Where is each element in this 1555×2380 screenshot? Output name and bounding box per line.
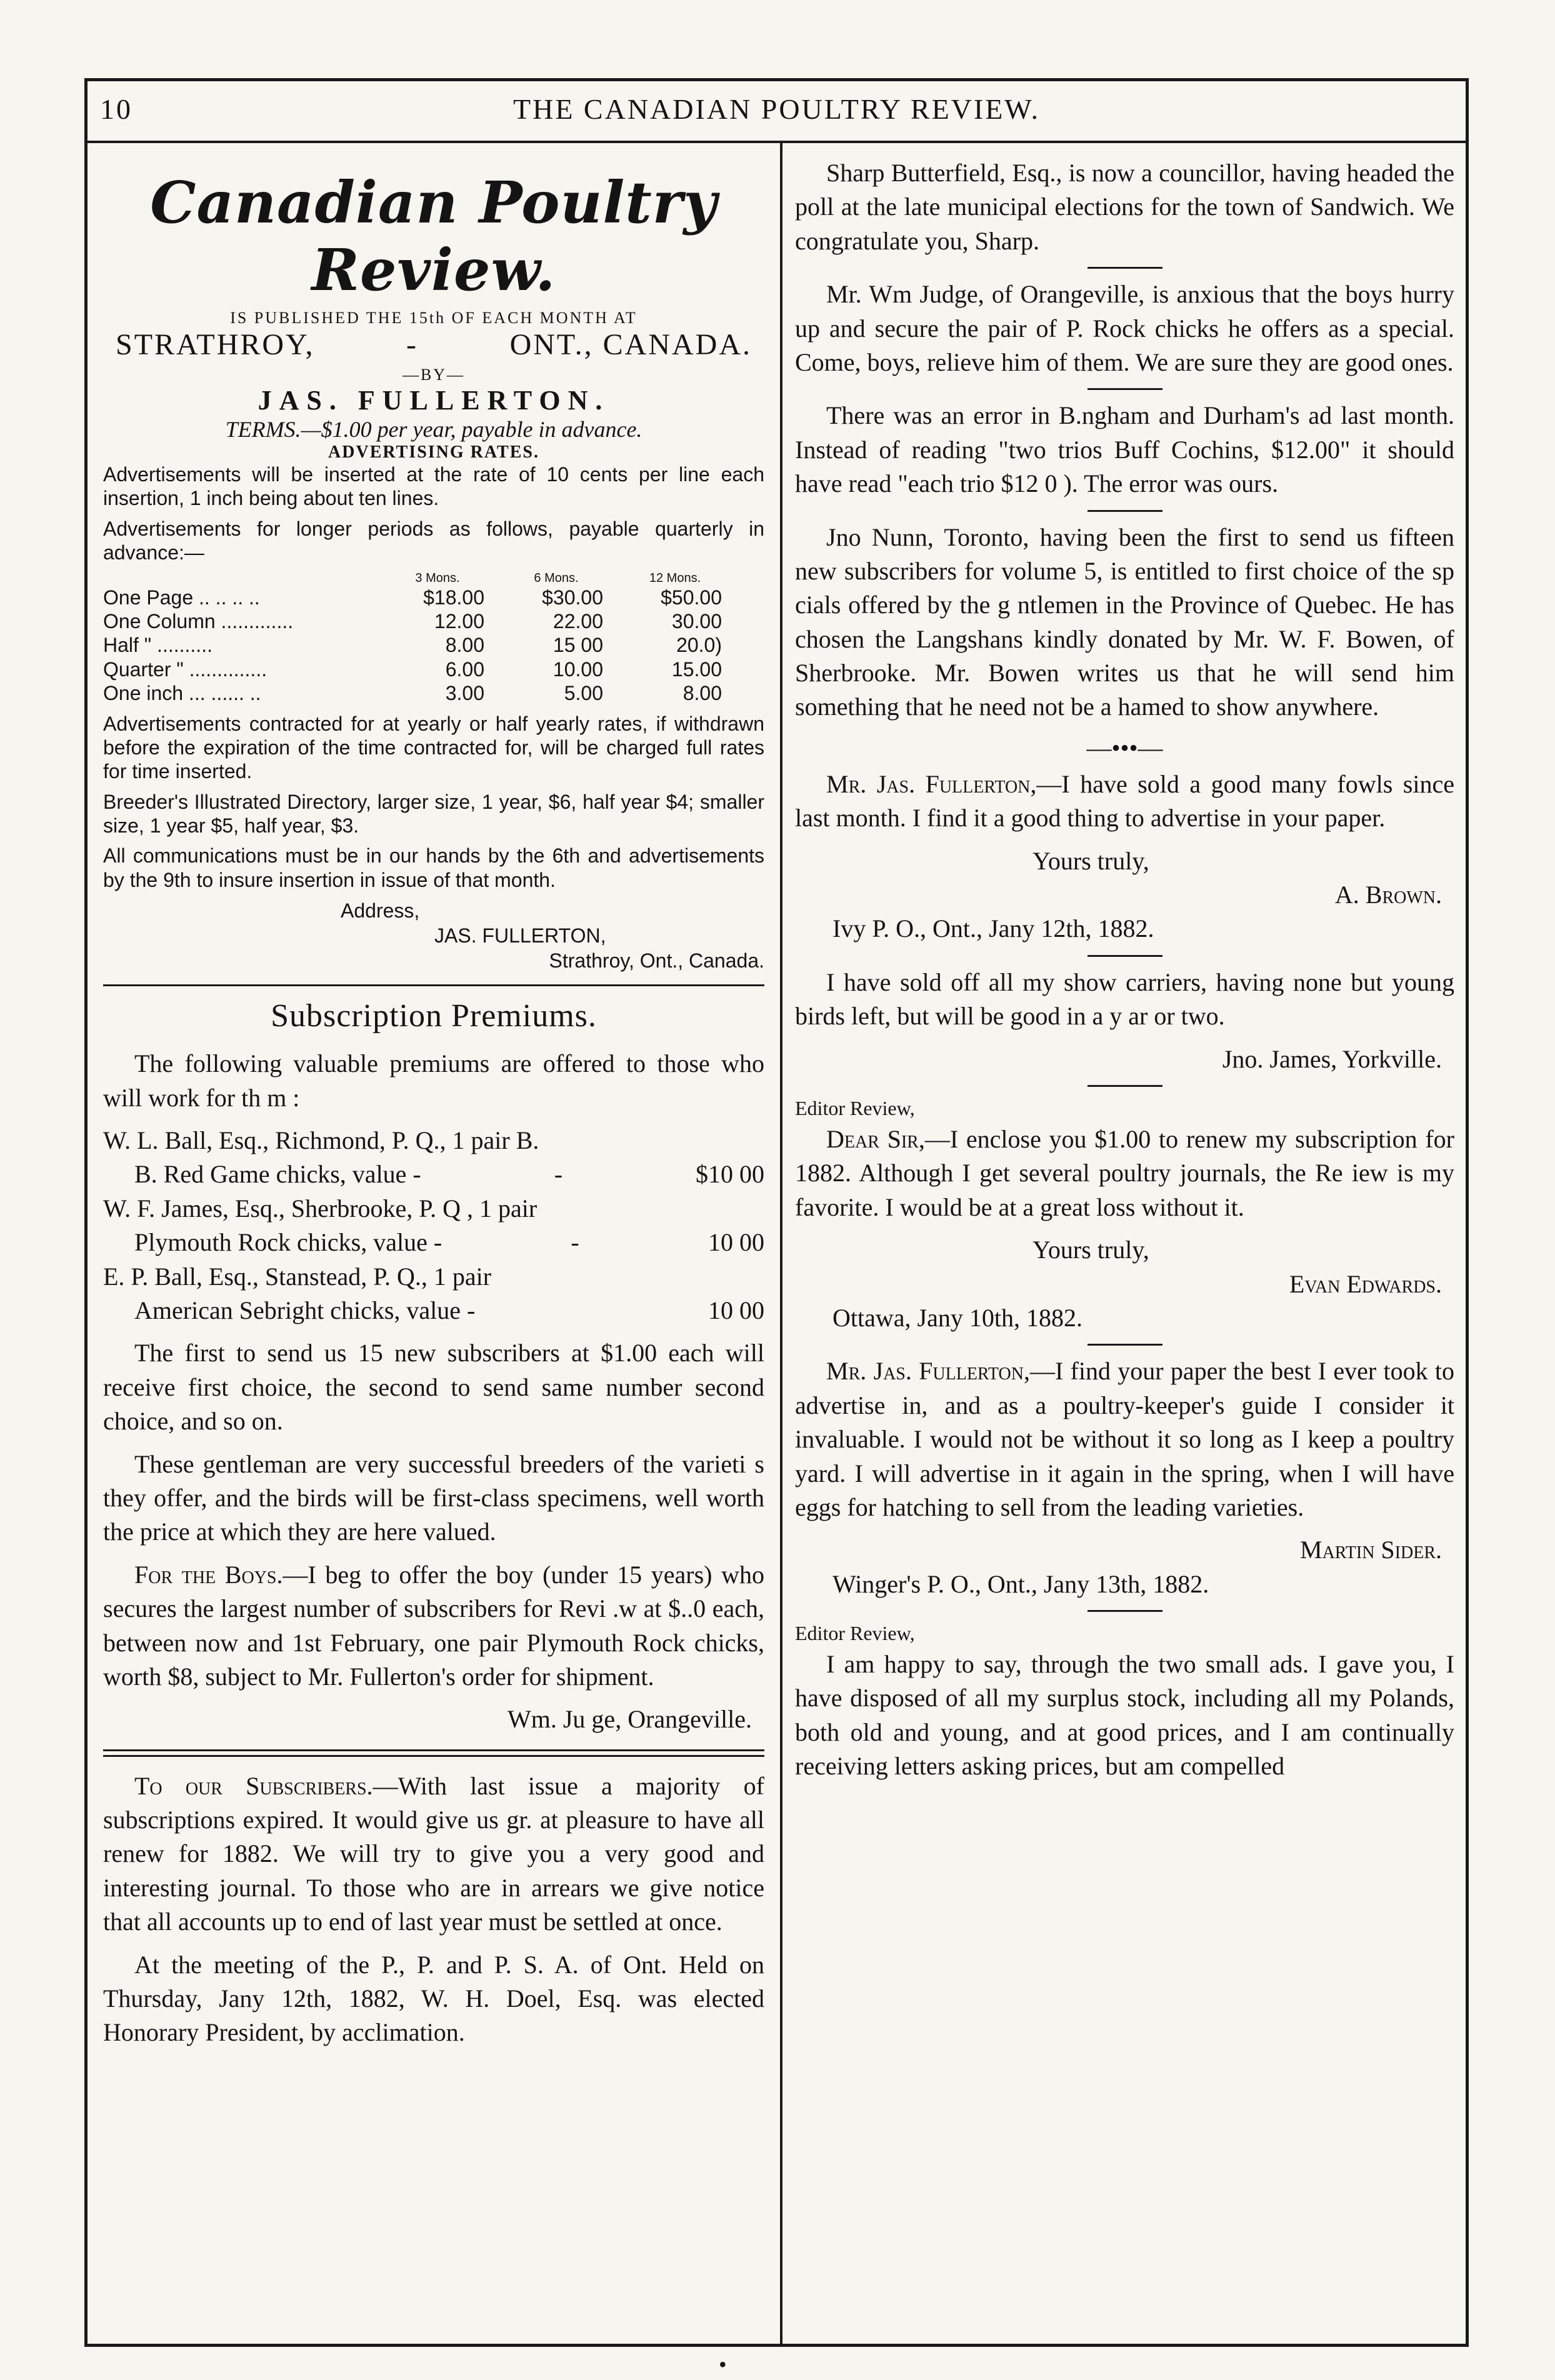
place-dash: - <box>406 328 419 361</box>
letter-salutation: Mr. Jas. Fullerton, <box>826 1357 1030 1386</box>
letter-paragraph: I am happy to say, through the two small ads. I gave you, I have disposed of all my surplus stock, including all my Polands, both old and young, and at good prices, and I am continually receiving letters asking prices, but am compelled <box>795 1650 1454 1781</box>
advertising-paragraph: Advertisements will be inserted at the rate of 10 cents per line each insertion, 1 inch being about ten lines. <box>103 463 764 510</box>
rate-value: $30.00 <box>542 586 603 609</box>
right-column <box>795 156 1454 1792</box>
table-row <box>103 681 734 705</box>
rate-label: One inch ... ...... .. <box>103 682 261 705</box>
left-column <box>103 156 764 2059</box>
header-rule <box>88 141 1466 143</box>
subscribers-lead: To our Subscribers. <box>134 1771 373 1800</box>
rates-header: 12 Mons. <box>649 571 701 585</box>
rate-label: One Page .. .. .. .. <box>103 586 260 609</box>
letter-close: Yours truly, <box>1032 1236 1149 1264</box>
rate-value: 22.00 <box>552 609 603 632</box>
premium-value: 10 00 <box>708 1296 764 1324</box>
premium-line: Plymouth Rock chicks, value - <box>134 1228 442 1257</box>
place-province: ONT., CANADA. <box>509 328 752 361</box>
rate-value: $50.00 <box>661 586 722 609</box>
news-paragraph: Mr. Wm Judge, of Orangeville, is anxious that the boys hurry up and secure the pair of P. Rock chicks he offers as a special. Come, boys, relieve him of them. We are sure they are good ones. <box>795 280 1454 376</box>
section-divider <box>103 984 764 986</box>
editor-review-label: Editor Review, <box>795 1096 915 1119</box>
ornament-divider: —•••— <box>1086 733 1163 762</box>
rates-table <box>103 571 734 706</box>
news-paragraph: There was an error in B.ngham and Durham's ad last month. Instead of reading "two trios Buff Cochins, $12.00" it should have read "each trio $12 0 ). The error was ours. <box>795 401 1454 498</box>
rate-value: 20.0) <box>676 634 722 657</box>
advertising-rates-heading: ADVERTISING RATES. <box>328 442 539 462</box>
premium-item <box>103 1260 764 1328</box>
letter-text: —I enclose you $1.00 to renew my subscription for 1882. Although I get several poultry journals, the Re iew is my favorite. I would be at a great loss without it. <box>795 1124 1454 1221</box>
short-rule <box>1088 388 1162 390</box>
table-row <box>103 586 734 609</box>
letter-salutation: Mr. Jas. Fullerton, <box>826 769 1037 798</box>
boys-signature: Wm. Ju ge, Orangeville. <box>508 1705 752 1734</box>
rate-label: One Column ............. <box>103 609 294 632</box>
address-block <box>103 898 764 973</box>
letter-signature: Evan Edwards. <box>1289 1269 1442 1298</box>
rate-value: 8.00 <box>445 634 484 657</box>
letter-dateline: Ottawa, Jany 10th, 1882. <box>832 1303 1082 1332</box>
premium-item <box>103 1124 764 1192</box>
rate-label: Quarter " .............. <box>103 658 268 681</box>
rate-value: 6.00 <box>445 658 484 681</box>
short-rule <box>1088 510 1162 512</box>
premiums-intro: The following valuable premiums are offered to those who will work for th m : <box>103 1049 764 1112</box>
publisher-name: JAS. FULLERTON. <box>258 385 610 416</box>
address-name: JAS. FULLERTON, <box>434 924 606 948</box>
publication-notice: IS PUBLISHED THE 15th OF EACH MONTH AT <box>230 309 638 327</box>
short-rule <box>1088 1610 1162 1612</box>
table-row <box>103 609 734 633</box>
rate-value: 12.00 <box>434 609 484 632</box>
letter-salutation: Dear Sir, <box>826 1124 925 1153</box>
short-rule <box>1088 955 1162 957</box>
short-rule <box>1088 1344 1162 1346</box>
letter-text: —I find your paper the best I ever took to advertise in, and as a poultry-keeper's guide I consider it invaluable. I would not be without it so long as I keep a poultry yard. I will advertise in it again in the spring, when I will have eggs for hatching to sell from the leading varieties. <box>795 1357 1455 1521</box>
rate-label: Half " .......... <box>103 634 212 657</box>
premium-line: E. P. Ball, Esq., Stanstead, P. Q., 1 pair <box>103 1262 492 1291</box>
table-row <box>103 633 734 657</box>
boys-paragraph <box>103 1558 764 1694</box>
running-head <box>88 92 1466 136</box>
news-paragraph: Jno Nunn, Toronto, having been the first to send us fifteen new subscribers for volume 5, is entitled to first choice of the sp cials offered by the g ntlemen in the Province of Quebec. He has chosen the Langshans kindly donated by Mr. W. F. Bowen, of Sherbrooke. Mr. Bowen writes us that he will send him something that he need not be a hamed to show anywhere. <box>795 522 1454 721</box>
double-rule <box>103 1749 764 1757</box>
boys-lead: For the Boys. <box>134 1560 283 1589</box>
premium-value: $10 00 <box>695 1160 764 1189</box>
letter-dateline: Ivy P. O., Ont., Jany 12th, 1882. <box>832 914 1154 943</box>
masthead: Canadian Poultry Review. <box>150 169 718 304</box>
premiums-paragraph: The first to send us 15 new subscribers at $1.00 each will receive first choice, the second to send same number second choice, and so on. <box>103 1339 764 1436</box>
rate-value: 30.00 <box>671 609 722 632</box>
advertising-paragraph: Breeder's Illustrated Directory, larger size, 1 year, $6, half year $4; smaller size, 1 year $5, half year, $3. <box>103 790 764 838</box>
premium-item <box>103 1192 764 1260</box>
premium-line: W. L. Ball, Esq., Richmond, P. Q., 1 pair B. <box>103 1126 539 1155</box>
premium-line: American Sebright chicks, value - <box>134 1296 476 1324</box>
advertising-paragraph: Advertisements for longer periods as follows, payable quarterly in advance:— <box>103 517 764 564</box>
page-title: THE CANADIAN POULTRY REVIEW. <box>513 93 1040 125</box>
news-paragraph: Sharp Butterfield, Esq., is now a councillor, having headed the poll at the late municipal elections for the town of Sandwich. We congratulate you, Sharp. <box>795 159 1454 255</box>
address-label: Address, <box>341 899 420 922</box>
letter-close: Yours truly, <box>1032 846 1149 875</box>
letter-text: —I have sold a good many fowls since last month. I find it a good thing to advertise in your paper. <box>795 769 1454 832</box>
rates-header: 3 Mons. <box>415 571 460 585</box>
column-divider <box>780 143 782 2344</box>
subscribers-paragraph <box>103 1769 764 1939</box>
by-line: —BY— <box>402 366 466 384</box>
letter-paragraph: I have sold off all my show carriers, having none but young birds left, but will be good in a y ar or two. <box>795 968 1454 1031</box>
short-rule <box>1088 1085 1162 1087</box>
boys-text: —I beg to offer the boy (under 15 years) who secures the largest number of subscribers for Revi .w at $..0 each, between now and 1st February, one pair Plymouth Rock chicks, worth $8, subject to Mr. Fullerton's order for shipment. <box>103 1560 764 1691</box>
letter-paragraph <box>795 1354 1454 1524</box>
footer-mark: • <box>719 2352 727 2377</box>
address-place: Strathroy, Ont., Canada. <box>549 949 764 972</box>
letter-paragraph <box>795 1122 1454 1224</box>
place-city: STRATHROY, <box>116 328 315 361</box>
rates-header-row <box>103 571 734 586</box>
premium-dash: - <box>571 1228 579 1257</box>
premiums-paragraph: These gentleman are very successful breeders of the varieti s they offer, and the birds will be first-class specimens, well worth the price at which they are here valued. <box>103 1449 764 1546</box>
rate-value: 15 00 <box>552 634 603 657</box>
terms: TERMS.—$1.00 per year, payable in advance. <box>225 417 642 442</box>
short-rule <box>1088 267 1162 269</box>
rate-value: $18.00 <box>423 586 484 609</box>
rates-header: 6 Mons. <box>534 571 579 585</box>
editor-review-label: Editor Review, <box>795 1622 915 1645</box>
rate-value: 8.00 <box>682 682 722 705</box>
letter-signature: Jno. James, Yorkville. <box>1222 1044 1442 1073</box>
letter-dateline: Winger's P. O., Ont., Jany 13th, 1882. <box>832 1569 1209 1598</box>
premium-line: B. Red Game chicks, value - <box>134 1160 421 1189</box>
subscribers-text: —With last issue a majority of subscriptions expired. It would give us gr. at pleasure to have all renew for 1882. We will try to give you a very good and interesting journal. To those who are in arrears we give notice that all accounts up to end of last year must be settled at once. <box>103 1771 764 1936</box>
premium-value: 10 00 <box>708 1228 764 1257</box>
advertising-paragraph: All communications must be in our hands by the 6th and advertisements by the 9th to insure insertion in issue of that month. <box>103 844 764 891</box>
letter-signature: A. Brown. <box>1334 881 1442 909</box>
table-row <box>103 658 734 681</box>
publication-place <box>103 328 764 362</box>
advertising-paragraph: Advertisements contracted for at yearly or half yearly rates, if withdrawn before the expiration of the time contracted for, will be charged full rates for time inserted. <box>103 712 764 783</box>
premiums-title: Subscription Premiums. <box>271 998 597 1034</box>
rate-value: 3.00 <box>445 682 484 705</box>
rate-value: 15.00 <box>671 658 722 681</box>
premium-dash: - <box>554 1160 563 1189</box>
rate-value: 5.00 <box>564 682 603 705</box>
rate-value: 10.00 <box>552 658 603 681</box>
page-number: 10 <box>100 93 132 125</box>
letter-paragraph <box>795 768 1454 836</box>
premium-line: W. F. James, Esq., Sherbrooke, P. Q , 1 pair <box>103 1194 538 1222</box>
meeting-paragraph: At the meeting of the P., P. and P. S. A. of Ont. Held on Thursday, Jany 12th, 1882, W. H. Doel, Esq. was elected Honorary President, by acclimation. <box>103 1950 764 2047</box>
letter-signature: Martin Sider. <box>1300 1536 1442 1564</box>
